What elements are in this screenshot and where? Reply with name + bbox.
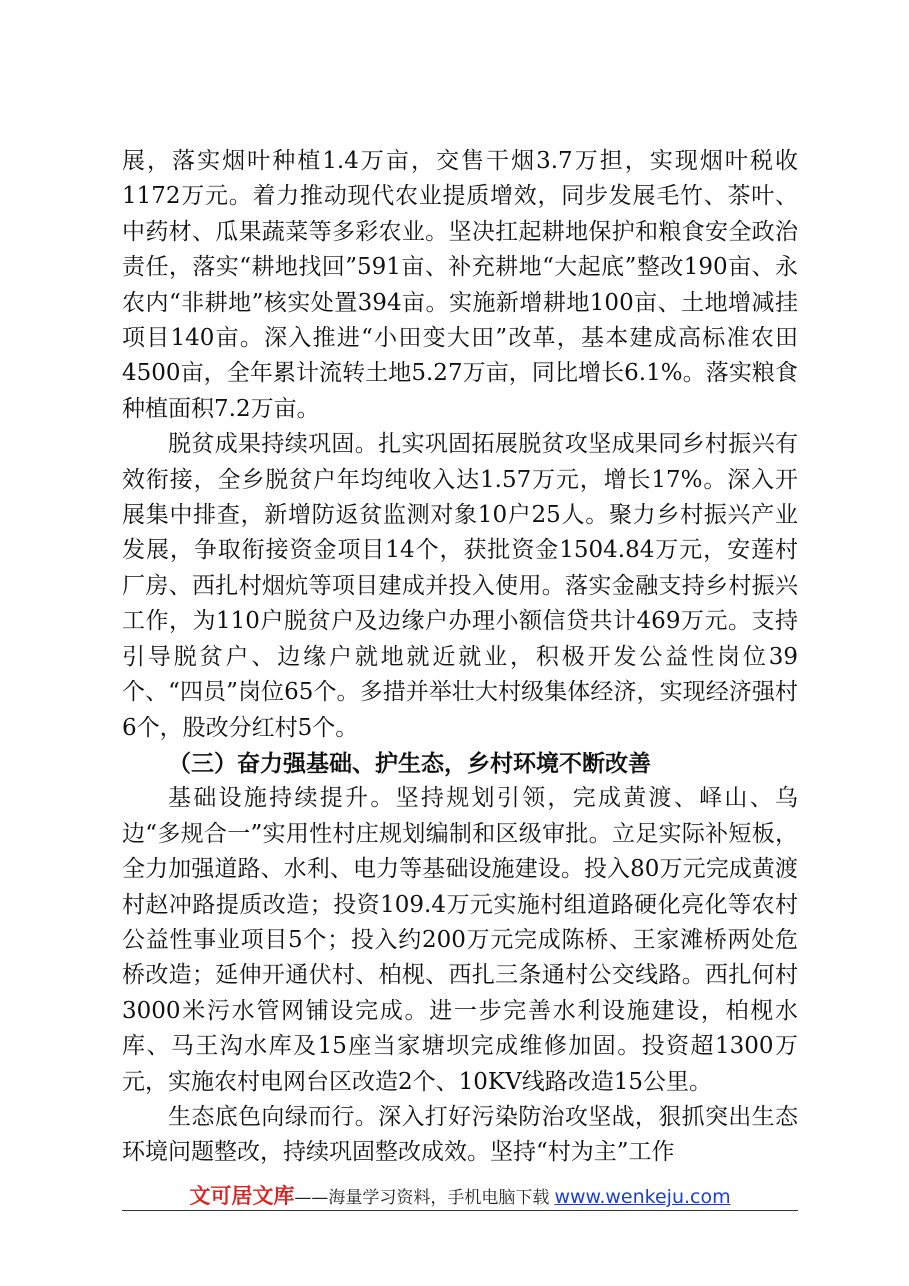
section-heading: （三）奋力强基础、护生态，乡村环境不断改善 — [168, 749, 651, 777]
footer-banner — [122, 1180, 798, 1212]
footer-link[interactable]: www.wenkeju.com — [554, 1186, 731, 1208]
footer-slogan: ——海量学习资料，手机电脑下载 — [294, 1188, 550, 1208]
paragraph-agriculture: 展，落实烟叶种植1.4万亩，交售干烟3.7万担，实现烟叶税收1172万元。着力推动现代农业提质增效，同步发展毛竹、茶叶、中药材、瓜果蔬菜等多彩农业。坚决扛起耕地保护和粮食安全政治责任，落实“耕地找回”591亩、补充耕地“大起底”整改190亩、永农内“非耕地”核实处置394亩。实施新增耕地100亩、土地增减挂项目140亩。深入推进“小田变大田”改革，基本建成高标准农田4500亩，全年累计流转土地5.27万亩，同比增长6.1%。落实粮食种植面积7.2万亩。 — [122, 148, 798, 422]
paragraph-poverty-consolidation: 脱贫成果持续巩固。扎实巩固拓展脱贫攻坚成果同乡村振兴有效衔接，全乡脱贫户年均纯收入达1.57万元，增长17%。深入开展集中排查，新增防返贫监测对象10户25人。聚力乡村振兴产业发展，争取衔接资金项目14个，获批资金1504.84万元，安莲村厂房、西扎村烟炕等项目建成并投入使用。落实金融支持乡村振兴工作，为110户脱贫户及边缘户办理小额信贷共计469万元。支持引导脱贫户、边缘户就地就近就业，积极开发公益性岗位39个、“四员”岗位65个。多措并举壮大村级集体经济，实现经济强村6个，股改分红村5个。 — [122, 431, 798, 741]
paragraph-infrastructure: 基础设施持续提升。坚持规划引领，完成黄渡、峄山、乌边“多规合一”实用性村庄规划编制和区级审批。立足实际补短板，全力加强道路、水利、电力等基础设施建设。投入80万元完成黄渡村赵冲路提质改造；投资109.4万元实施村组道路硬化亮化等农村公益性事业项目5个；投入约200万元完成陈桥、王家滩桥两处危桥改造；延伸开通伏村、柏枧、西扎三条通村公交线路。西扎何村3000米污水管网铺设完成。进一步完善水利设施建设，柏枧水库、马王沟水库及15座当家塘坝完成维修加固。投资超1300万元，实施农村电网台区改造2个、10KV线路改造15公里。 — [122, 785, 798, 1095]
footer-divider — [122, 1210, 798, 1211]
footer-brand: 文可居文库 — [189, 1184, 295, 1208]
paragraph-ecology: 生态底色向绿而行。深入打好污染防治攻坚战，狠抓突出生态环境问题整改，持续巩固整改成效。坚持“村为主”工作 — [122, 1103, 798, 1166]
document-body — [122, 144, 798, 1171]
